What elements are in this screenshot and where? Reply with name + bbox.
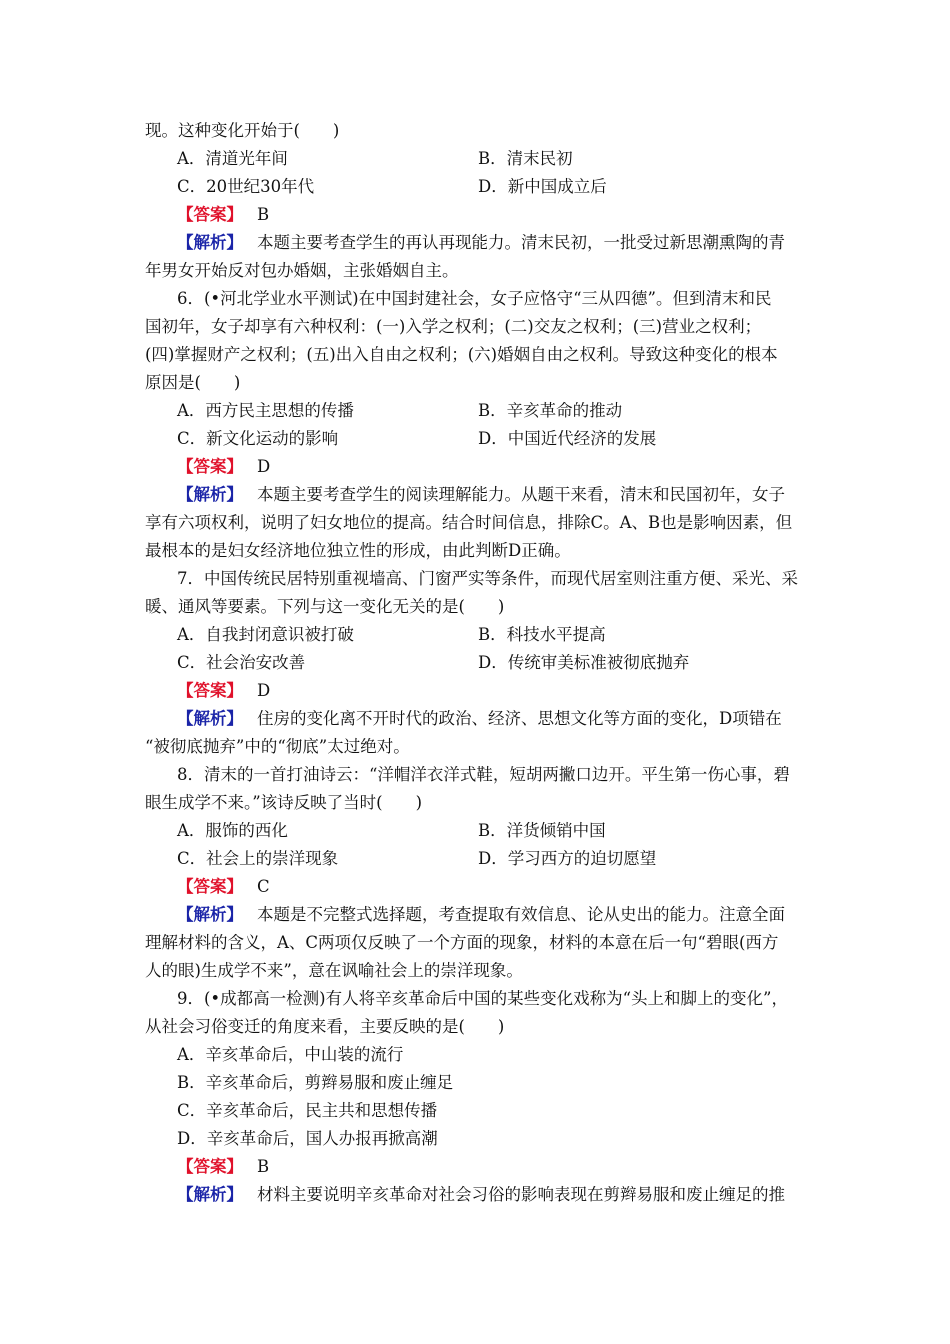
- option-a: A．自我封闭意识被打破: [177, 625, 354, 644]
- question-stem-line: 眼生成学不来。”该诗反映了当时( ): [145, 793, 423, 812]
- analysis-label: 【解析】: [177, 233, 243, 252]
- analysis-label: 【解析】: [177, 1185, 243, 1204]
- option-c: C．辛亥革命后，民主共和思想传播: [177, 1101, 438, 1120]
- answer-label: 【答案】: [177, 205, 243, 224]
- option-a: A．西方民主思想的传播: [177, 401, 354, 420]
- analysis-text-line: “被彻底抛弃”中的“彻底”太过绝对。: [145, 737, 410, 756]
- option-d: D．学习西方的迫切愿望: [478, 849, 657, 868]
- analysis-label: 【解析】: [177, 709, 243, 728]
- question-stem-line: 原因是( ): [145, 373, 241, 392]
- question-stem-line: 从社会习俗变迁的角度来看，主要反映的是( ): [145, 1017, 505, 1036]
- answer-line: [177, 1153, 810, 1181]
- answer-line: [177, 453, 810, 481]
- question-stem-line: 现。这种变化开始于( ): [145, 121, 340, 140]
- analysis-text-line: 享有六项权利，说明了妇女地位的提高。结合时间信息，排除C。A、B也是影响因素，但: [145, 513, 793, 532]
- answer-label: 【答案】: [177, 681, 243, 700]
- question-stem-line: 7．中国传统民居特别重视墙高、门窗严实等条件，而现代居室则注重方便、采光、采: [177, 569, 798, 588]
- option-c: C．社会上的崇洋现象: [177, 849, 339, 868]
- answer-value: D: [257, 681, 271, 700]
- option-c: C．社会治安改善: [177, 653, 306, 672]
- analysis-text-line: 人的眼)生成学不来”，意在讽喻社会上的崇洋现象。: [145, 961, 523, 980]
- option-d: D．新中国成立后: [478, 177, 607, 196]
- analysis-text: 本题是不完整式选择题，考查提取有效信息、论从史出的能力。注意全面: [257, 905, 785, 924]
- option-c: C．20世纪30年代: [177, 177, 315, 196]
- question-stem-line: 暖、通风等要素。下列与这一变化无关的是( ): [145, 597, 505, 616]
- option-b: B．辛亥革命后，剪辫易服和废止缠足: [177, 1073, 454, 1092]
- option-a: A．辛亥革命后，中山装的流行: [177, 1045, 404, 1064]
- answer-value: D: [257, 457, 271, 476]
- question-stem-line: 9．(•成都高一检测)有人将辛亥革命后中国的某些变化戏称为“头上和脚上的变化”，: [177, 989, 788, 1008]
- option-d: D．辛亥革命后，国人办报再掀高潮: [177, 1129, 438, 1148]
- analysis-line: [177, 901, 810, 929]
- analysis-label: 【解析】: [177, 905, 243, 924]
- analysis-line: [177, 229, 810, 257]
- analysis-text-line: 年男女开始反对包办婚姻，主张婚姻自主。: [145, 261, 459, 280]
- option-d: D．传统审美标准被彻底抛弃: [478, 653, 690, 672]
- answer-value: C: [257, 877, 270, 896]
- question-stem-line: 8．清末的一首打油诗云：“洋帽洋衣洋式鞋，短胡两撇口边开。平生第一伤心事，碧: [177, 765, 790, 784]
- question-stem-line: 国初年，女子却享有六种权利：(一)入学之权利；(二)交友之权利；(三)营业之权利；: [145, 317, 762, 336]
- analysis-label: 【解析】: [177, 485, 243, 504]
- option-a: A．清道光年间: [177, 149, 288, 168]
- answer-line: [177, 873, 810, 901]
- option-b: B．辛亥革命的推动: [478, 401, 623, 420]
- answer-label: 【答案】: [177, 457, 243, 476]
- answer-line: [177, 201, 810, 229]
- question-stem-line: (四)掌握财产之权利；(五)出入自由之权利；(六)婚姻自由之权利。导致这种变化的根本: [145, 345, 778, 364]
- answer-label: 【答案】: [177, 877, 243, 896]
- analysis-line: [177, 1181, 810, 1209]
- analysis-line: [177, 481, 810, 509]
- analysis-text-line: 理解材料的含义，A、C两项仅反映了一个方面的现象，材料的本意在后一句“碧眼(西方: [145, 933, 779, 952]
- question-stem-line: 6．(•河北学业水平测试)在中国封建社会，女子应恪守“三从四德”。但到清末和民: [177, 289, 772, 308]
- option-b: B．清末民初: [478, 149, 573, 168]
- analysis-text: 材料主要说明辛亥革命对社会习俗的影响表现在剪辫易服和废止缠足的推: [257, 1185, 785, 1204]
- option-a: A．服饰的西化: [177, 821, 288, 840]
- analysis-text: 住房的变化离不开时代的政治、经济、思想文化等方面的变化，D项错在: [257, 709, 782, 728]
- option-b: B．科技水平提高: [478, 625, 606, 644]
- analysis-line: [177, 705, 810, 733]
- option-d: D．中国近代经济的发展: [478, 429, 657, 448]
- analysis-text-line: 最根本的是妇女经济地位独立性的形成，由此判断D正确。: [145, 541, 571, 560]
- answer-value: B: [257, 205, 270, 224]
- analysis-text: 本题主要考查学生的再认再现能力。清末民初，一批受过新思潮熏陶的青: [257, 233, 785, 252]
- answer-line: [177, 677, 810, 705]
- answer-value: B: [257, 1157, 270, 1176]
- option-b: B．洋货倾销中国: [478, 821, 606, 840]
- analysis-text: 本题主要考查学生的阅读理解能力。从题干来看，清末和民国初年，女子: [257, 485, 785, 504]
- option-c: C．新文化运动的影响: [177, 429, 339, 448]
- answer-label: 【答案】: [177, 1157, 243, 1176]
